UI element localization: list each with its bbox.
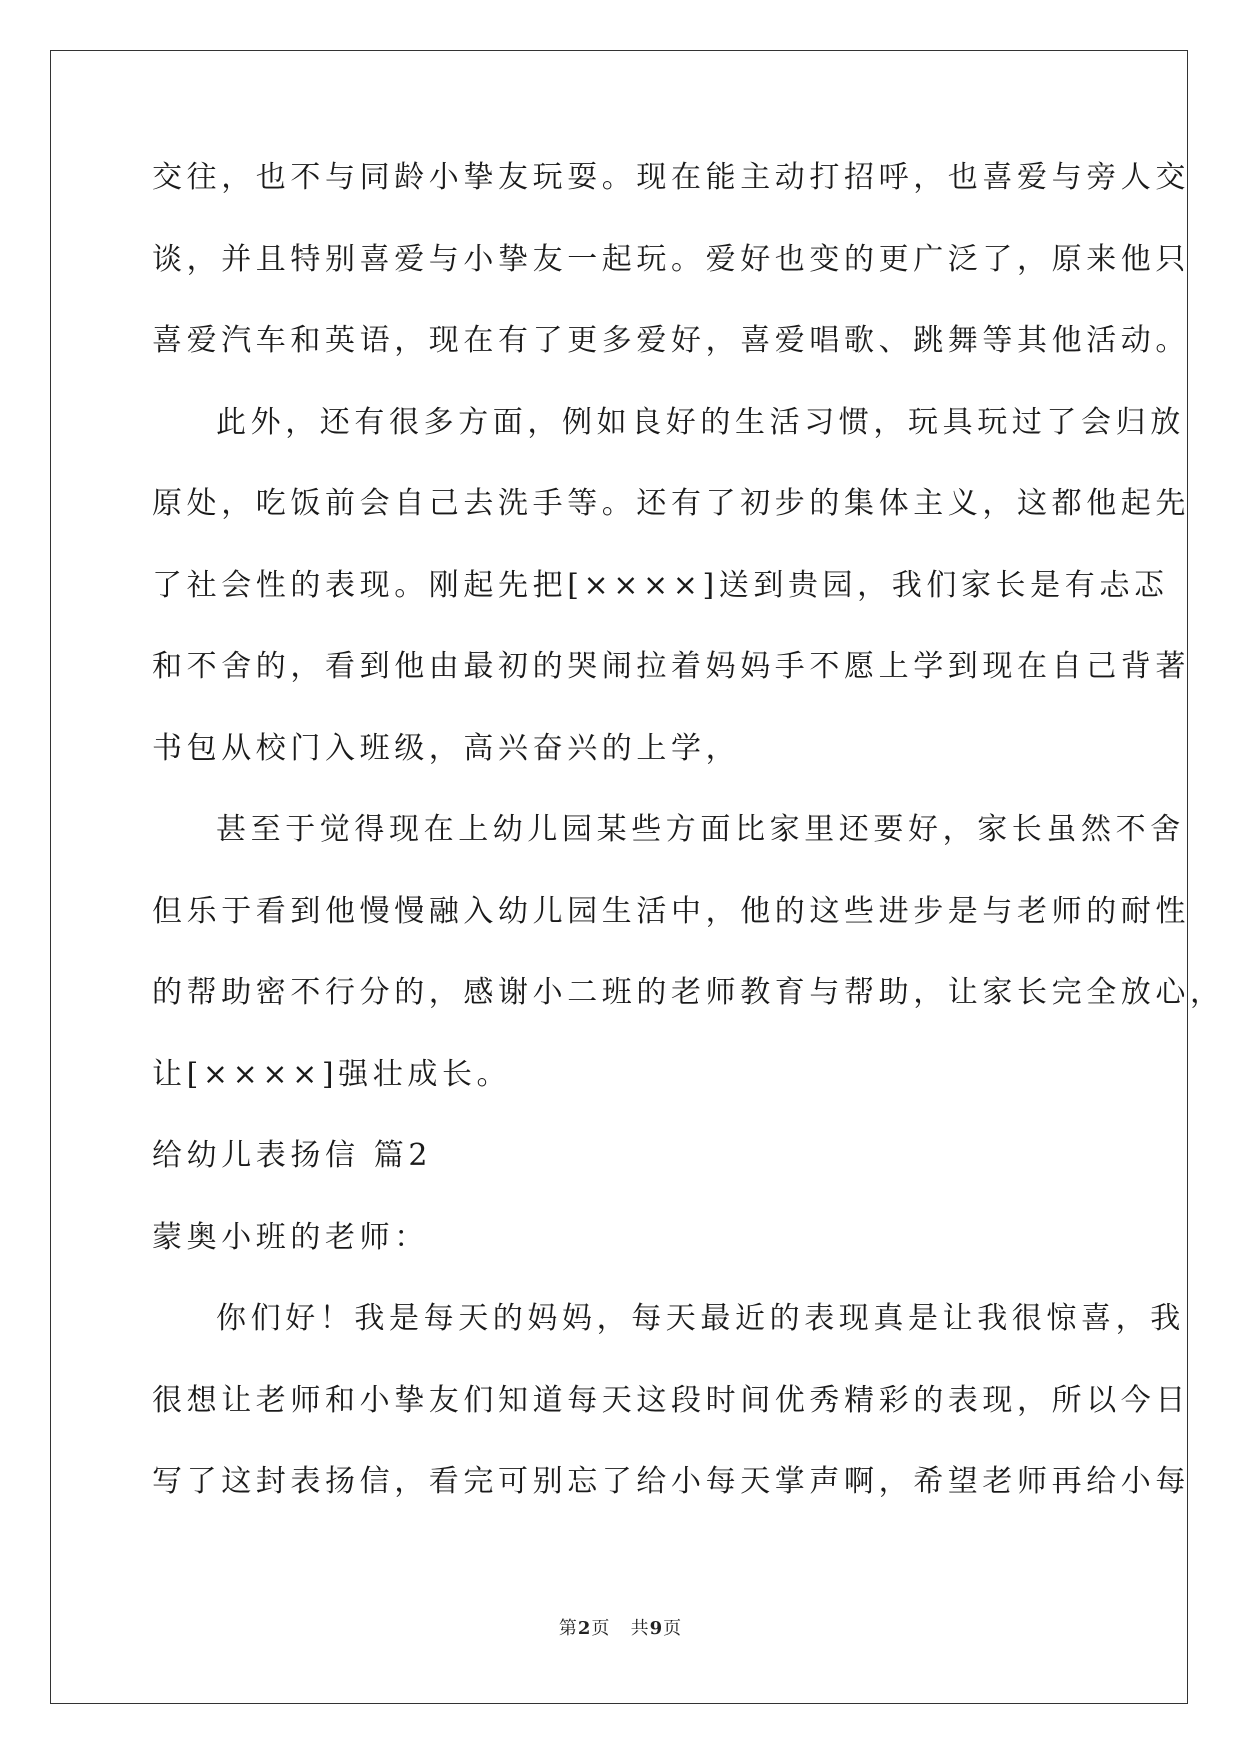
text-line: 了社会性的表现。刚起先把[××××]送到贵园，我们家长是有忐忑 — [152, 567, 1169, 603]
current-page-number: 2 — [577, 1618, 592, 1639]
paragraph-start-line: 你们好！我是每天的妈妈，每天最近的表现真是让我很惊喜，我 — [216, 1301, 1185, 1336]
section-heading: 给幼儿表扬信 篇2 — [152, 1138, 433, 1173]
text-line: 谈，并且特别喜爱与小挚友一起玩。爱好也变的更广泛了，原来他只 — [152, 241, 1190, 277]
paragraph-start-line: 此外，还有很多方面，例如良好的生活习惯，玩具玩过了会归放 — [216, 404, 1185, 440]
text-line: 喜爱汽车和英语，现在有了更多爱好，喜爱唱歌、跳舞等其他活动。 — [152, 323, 1190, 358]
footer-suffix: 页 — [663, 1618, 683, 1639]
text-line: 的帮助密不行分的，感谢小二班的老师教育与帮助，让家长完全放心， — [152, 975, 1225, 1010]
text-line: 原处，吃饭前会自己去洗手等。还有了初步的集体主义，这都他起先 — [152, 486, 1190, 521]
text-line: 书包从校门入班级，高兴奋兴的上学， — [152, 730, 741, 766]
document-body — [152, 160, 1225, 1549]
text-line: 但乐于看到他慢慢融入幼儿园生活中，他的这些进步是与老师的耐性 — [152, 893, 1190, 929]
text-line: 交往，也不与同龄小挚友玩耍。现在能主动打招呼，也喜爱与旁人交 — [152, 160, 1190, 195]
text-line: 和不舍的，看到他由最初的哭闹拉着妈妈手不愿上学到现在自己背著 — [152, 649, 1190, 684]
footer-prefix: 第 — [558, 1618, 578, 1639]
paragraph-start-line: 甚至于觉得现在上幼儿园某些方面比家里还要好，家长虽然不舍 — [216, 812, 1185, 847]
text-line: 让[××××]强壮成长。 — [152, 1056, 512, 1092]
text-line: 写了这封表扬信，看完可别忘了给小每天掌声啊，希望老师再给小每 — [152, 1464, 1190, 1499]
total-page-number: 9 — [649, 1618, 664, 1639]
page-footer — [0, 1614, 1241, 1640]
footer-middle: 页 共 — [591, 1618, 650, 1639]
salutation: 蒙奥小班的老师： — [152, 1219, 429, 1255]
text-line: 很想让老师和小挚友们知道每天这段时间优秀精彩的表现，所以今日 — [152, 1382, 1190, 1418]
